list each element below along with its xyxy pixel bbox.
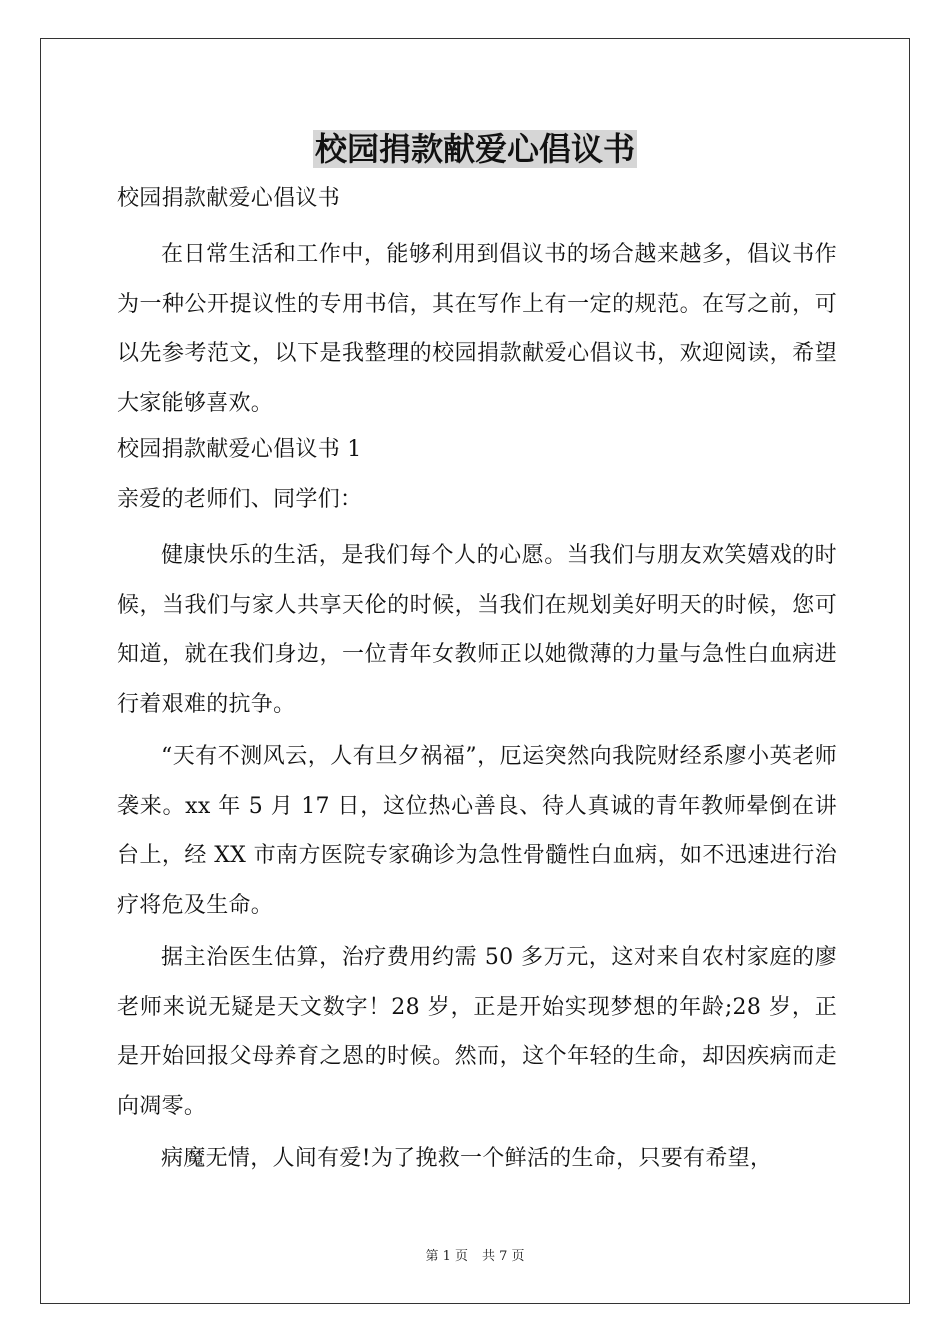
page-title-text: 校园捐款献爱心倡议书 bbox=[314, 130, 635, 168]
body-paragraph: “天有不测风云，人有旦夕祸福”，厄运突然向我院财经系廖小英老师袭来。xx 年 5 月 17 日，这位热心善良、待人真诚的青年教师晕倒在讲台上，经 XX 市南方医院专家确诊为急性骨髓性白血病，如不迅速进行治疗将危及生命。 bbox=[117, 744, 837, 918]
document-body bbox=[117, 180, 837, 1187]
intro-paragraph: 在日常生活和工作中，能够利用到倡议书的场合越来越多，倡议书作为一种公开提议性的专用书信，其在写作上有一定的规范。在写之前，可以先参考范文，以下是我整理的校园捐款献爱心倡议书，欢迎阅读，希望大家能够喜欢。 bbox=[117, 242, 837, 416]
section-heading: 校园捐款献爱心倡议书 1 bbox=[117, 437, 362, 462]
page-title bbox=[0, 126, 950, 172]
page-footer bbox=[0, 1248, 950, 1266]
subtitle: 校园捐款献爱心倡议书 bbox=[117, 186, 341, 211]
salutation: 亲爱的老师们、同学们： bbox=[117, 487, 363, 512]
body-paragraph: 据主治医生估算，治疗费用约需 50 多万元，这对来自农村家庭的廖老师来说无疑是天文数字！28 岁，正是开始实现梦想的年龄;28 岁，正是开始回报父母养育之恩的时候。然而，这个年轻的生命，却因疾病而走向凋零。 bbox=[117, 945, 837, 1119]
body-paragraph: 健康快乐的生活，是我们每个人的心愿。当我们与朋友欢笑嬉戏的时候，当我们与家人共享天伦的时候，当我们在规划美好明天的时候，您可知道，就在我们身边，一位青年女教师正以她微薄的力量与急性白血病进行着艰难的抗争。 bbox=[117, 543, 837, 717]
page-count: 共 7 页 bbox=[482, 1249, 525, 1264]
body-paragraph: 病魔无情，人间有爱!为了挽救一个鲜活的生命，只要有希望， bbox=[161, 1146, 773, 1171]
page-number: 第 1 页 bbox=[425, 1249, 468, 1264]
